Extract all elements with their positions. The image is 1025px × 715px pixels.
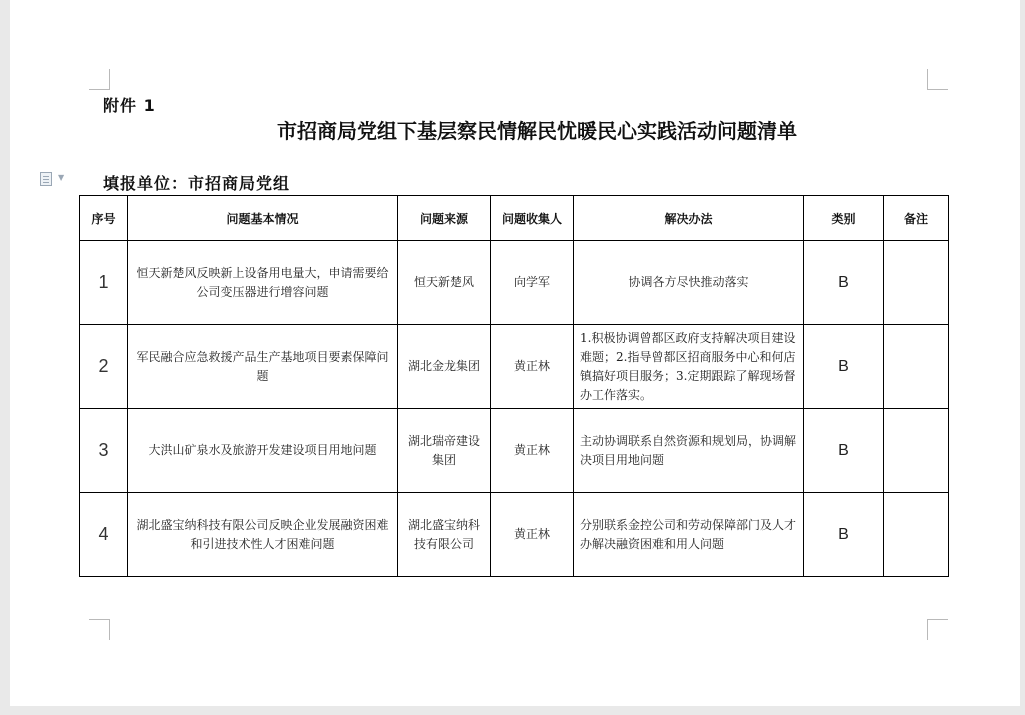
cell-no: 4 xyxy=(80,493,128,577)
table-row xyxy=(80,409,949,493)
cell-solution: 1.积极协调曾都区政府支持解决项目建设难题；2.指导曾都区招商服务中心和何店镇搞好项目服务；3.定期跟踪了解现场督办工作落实。 xyxy=(574,325,804,409)
cell-category: B xyxy=(804,241,884,325)
cell-source: 湖北盛宝纳科技有限公司 xyxy=(398,493,491,577)
crop-mark-bottom-left xyxy=(89,619,110,640)
issue-table xyxy=(79,195,949,577)
header-collector: 问题收集人 xyxy=(491,196,574,241)
table-row xyxy=(80,493,949,577)
cell-note xyxy=(884,493,949,577)
cell-source: 恒天新楚风 xyxy=(398,241,491,325)
cell-category: B xyxy=(804,325,884,409)
cell-category: B xyxy=(804,409,884,493)
cell-solution: 主动协调联系自然资源和规划局，协调解决项目用地问题 xyxy=(574,409,804,493)
reporting-unit: 填报单位：市招商局党组 xyxy=(103,174,291,193)
cell-no: 1 xyxy=(80,241,128,325)
cell-issue: 恒天新楚风反映新上设备用电量大，申请需要给公司变压器进行增容问题 xyxy=(128,241,398,325)
table-row xyxy=(80,241,949,325)
cell-note xyxy=(884,409,949,493)
cell-collector: 向学军 xyxy=(491,241,574,325)
crop-mark-top-left xyxy=(89,69,110,90)
crop-mark-bottom-right xyxy=(927,619,948,640)
chevron-down-icon[interactable]: ▼ xyxy=(58,173,65,182)
attachment-label: 附件 1 xyxy=(103,96,156,115)
cell-source: 湖北金龙集团 xyxy=(398,325,491,409)
cell-note xyxy=(884,241,949,325)
header-note: 备注 xyxy=(884,196,949,241)
cell-solution: 分别联系金控公司和劳动保障部门及人才办解决融资困难和用人问题 xyxy=(574,493,804,577)
cell-solution: 协调各方尽快推动落实 xyxy=(574,241,804,325)
paragraph-format-icon[interactable] xyxy=(40,172,52,186)
header-source: 问题来源 xyxy=(398,196,491,241)
document-page xyxy=(10,0,1020,706)
cell-source: 湖北瑞帝建设集团 xyxy=(398,409,491,493)
cell-category: B xyxy=(804,493,884,577)
header-category: 类别 xyxy=(804,196,884,241)
cell-note xyxy=(884,325,949,409)
header-no: 序号 xyxy=(80,196,128,241)
table-row xyxy=(80,325,949,409)
crop-mark-top-right xyxy=(927,69,948,90)
cell-no: 2 xyxy=(80,325,128,409)
cell-no: 3 xyxy=(80,409,128,493)
cell-issue: 军民融合应急救援产品生产基地项目要素保障问题 xyxy=(128,325,398,409)
header-issue: 问题基本情况 xyxy=(128,196,398,241)
cell-collector: 黄正林 xyxy=(491,493,574,577)
cell-issue: 湖北盛宝纳科技有限公司反映企业发展融资困难和引进技术性人才困难问题 xyxy=(128,493,398,577)
table-header-row xyxy=(80,196,949,241)
cell-collector: 黄正林 xyxy=(491,409,574,493)
header-solution: 解决办法 xyxy=(574,196,804,241)
cell-collector: 黄正林 xyxy=(491,325,574,409)
cell-issue: 大洪山矿泉水及旅游开发建设项目用地问题 xyxy=(128,409,398,493)
document-title: 市招商局党组下基层察民情解民忧暖民心实践活动问题清单 xyxy=(277,119,797,143)
